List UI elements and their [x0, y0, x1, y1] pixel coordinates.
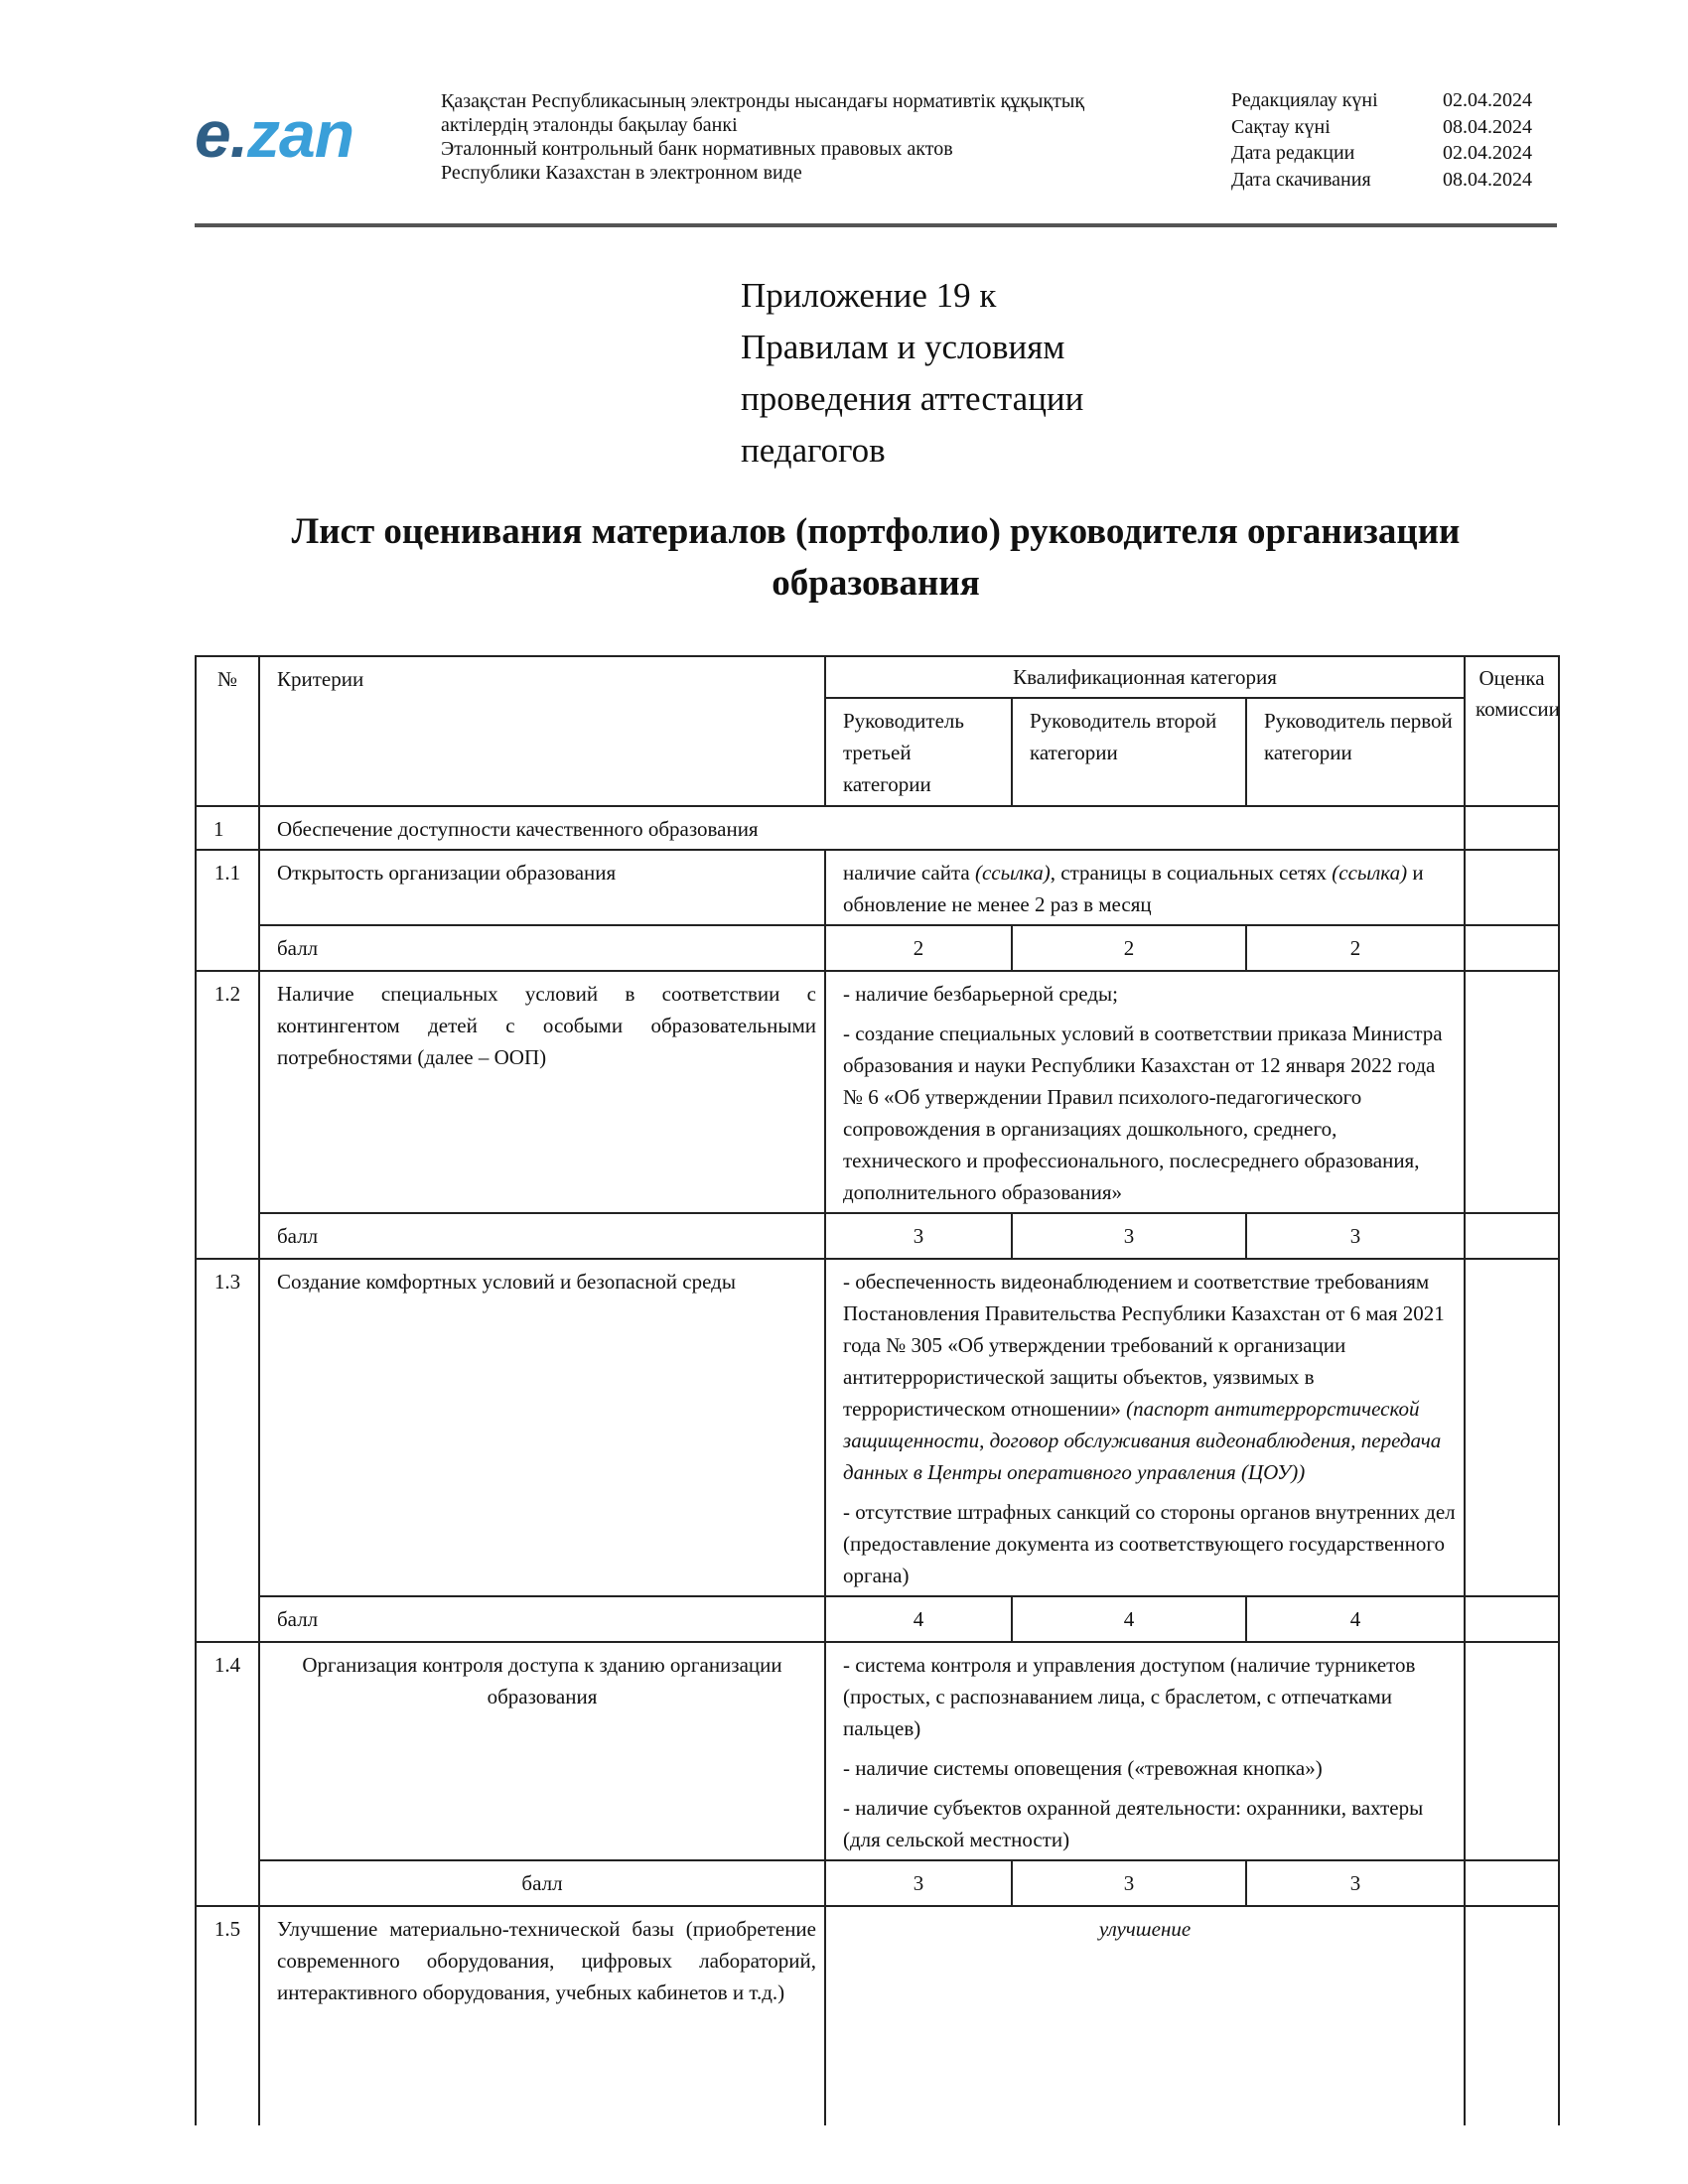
- requirement-text: , страницы в социальных сетях: [1050, 861, 1333, 885]
- criterion-text: Улучшение материально-технической базы (приобретение современного оборудования, цифровых лабораторий, интерактивного оборудования, учебных кабинетов и т.д.): [259, 1906, 825, 2125]
- title-line: Лист оценивания материалов (портфолио) руководителя организации: [291, 511, 1461, 552]
- meta-row: [1231, 87, 1542, 114]
- requirement-item: - создание специальных условий в соответствии приказа Министра образования и науки Республики Казахстан от 12 января 2022 года № 6 «Об утверждении Правил психолого-педагогического сопровождения в организациях дошкольного, среднего, технического и профессионального, послесреднего образования, дополнительного образования»: [843, 1022, 1443, 1204]
- criterion-text: Создание комфортных условий и безопасной среды: [259, 1259, 825, 1596]
- score-row: [196, 1860, 1559, 1906]
- criterion-text: Наличие специальных условий в соответствии с контингентом детей с особыми образовательными потребностями (далее – ООП): [259, 971, 825, 1213]
- commission-cell: [1465, 1906, 1559, 2125]
- criterion-row: [196, 1906, 1559, 2125]
- score-third: 3: [825, 1860, 1012, 1906]
- requirement-text: - обеспеченность видеонаблюдением и соответствие требованиям Постановления Правительства Республики Казахстан от 6 мая 2021 года № 305 «Об утверждении требований к организации антитеррористической защиты объектов, уязвимых в террористическом отношении»: [843, 1270, 1445, 1421]
- criterion-requirement: [825, 850, 1465, 925]
- criterion-num: 1.5: [196, 1906, 259, 2125]
- appendix-line: проведения аттестации: [741, 379, 1084, 418]
- requirement-item: - наличие системы оповещения («тревожная кнопка»): [843, 1756, 1323, 1780]
- criterion-row: [196, 1642, 1559, 1860]
- meta-label: Дата редакции: [1231, 142, 1355, 164]
- commission-cell: [1465, 1259, 1559, 1596]
- header-row: [196, 656, 1559, 698]
- criterion-row: [196, 1259, 1559, 1596]
- meta-row: [1231, 167, 1542, 194]
- score-first: 4: [1246, 1596, 1465, 1642]
- header-num: №: [196, 656, 259, 806]
- commission-cell: [1465, 971, 1559, 1213]
- header-divider: [195, 223, 1557, 227]
- header-third-category: Руководитель третьей категории: [825, 698, 1012, 806]
- criterion-num: 1.3: [196, 1259, 259, 1642]
- source-line: актілердің эталонды бақылау банкі: [441, 114, 738, 136]
- criterion-requirement: улучшение: [825, 1906, 1465, 2125]
- requirement-item: - система контроля и управления доступом (наличие турникетов (простых, с распознаванием лица, с браслетом, с отпечатками пальцев): [843, 1653, 1416, 1740]
- score-label: балл: [259, 1596, 825, 1642]
- document-dates: [1231, 87, 1542, 193]
- requirement-link-note: (ссылка): [974, 861, 1051, 885]
- meta-value: 02.04.2024: [1443, 89, 1532, 111]
- criterion-requirement: [825, 1642, 1465, 1860]
- requirement-link-note: (ссылка): [1332, 861, 1408, 885]
- header-first-category: Руководитель первой категории: [1246, 698, 1465, 806]
- source-description: [441, 89, 1084, 185]
- header-category: Квалификационная категория: [825, 656, 1465, 698]
- score-second: 3: [1012, 1860, 1246, 1906]
- requirement-item: - наличие безбарьерной среды;: [843, 982, 1118, 1006]
- score-first: 3: [1246, 1213, 1465, 1259]
- source-line: Эталонный контрольный банк нормативных правовых актов: [441, 138, 953, 160]
- section-num: 1: [196, 806, 259, 850]
- commission-cell: [1465, 850, 1559, 925]
- criterion-text: Открытость организации образования: [259, 850, 825, 925]
- appendix-line: Правилам и условиям: [741, 328, 1065, 366]
- commission-cell: [1465, 1860, 1559, 1906]
- source-line: Қазақстан Республикасының электронды нысандағы нормативтік құқықтық: [441, 90, 1085, 112]
- score-third: 4: [825, 1596, 1012, 1642]
- commission-cell: [1465, 925, 1559, 971]
- score-third: 3: [825, 1213, 1012, 1259]
- score-label: балл: [259, 1213, 825, 1259]
- meta-label: Редакциялау күні: [1231, 89, 1378, 111]
- requirement-item: - наличие субъектов охранной деятельности: охранники, вахтеры (для сельской местности): [843, 1796, 1424, 1851]
- commission-cell: [1465, 806, 1559, 850]
- evaluation-table: [195, 655, 1560, 2125]
- section-row: [196, 806, 1559, 850]
- section-title: Обеспечение доступности качественного образования: [259, 806, 1465, 850]
- logo-part-2: zan: [247, 97, 354, 171]
- appendix-line: педагогов: [741, 431, 886, 470]
- criterion-row: [196, 850, 1559, 925]
- meta-row: [1231, 114, 1542, 141]
- criterion-requirement: [825, 971, 1465, 1213]
- score-label: балл: [259, 925, 825, 971]
- commission-cell: [1465, 1642, 1559, 1860]
- score-label: балл: [259, 1860, 825, 1906]
- header-criteria: Критерии: [259, 656, 825, 806]
- requirement-text: и обновление не менее 2 раз в месяц: [843, 861, 1424, 916]
- header-commission: Оценка комиссии: [1465, 656, 1559, 806]
- score-first: 2: [1246, 925, 1465, 971]
- ezan-logo: [195, 97, 354, 171]
- score-row: [196, 925, 1559, 971]
- meta-label: Сақтау күні: [1231, 115, 1331, 138]
- appendix-line: Приложение 19 к: [741, 276, 997, 315]
- criterion-text: Организация контроля доступа к зданию организации образования: [259, 1642, 825, 1860]
- criterion-num: 1.4: [196, 1642, 259, 1906]
- criterion-requirement: [825, 1259, 1465, 1596]
- requirement-item: - отсутствие штрафных санкций со стороны органов внутренних дел (предоставление документа из соответствующего государственного органа): [843, 1500, 1456, 1587]
- criterion-row: [196, 971, 1559, 1213]
- score-row: [196, 1213, 1559, 1259]
- requirement-evidence-note: (паспорт антитеррорстической защищенности, договор обслуживания видеонаблюдения, передача данных в Центры оперативного управления (ЦОУ)): [843, 1397, 1442, 1484]
- logo-part-1: e.: [195, 97, 248, 171]
- document-title: [195, 506, 1557, 610]
- score-second: 3: [1012, 1213, 1246, 1259]
- meta-label: Дата скачивания: [1231, 168, 1371, 191]
- appendix-reference: [741, 270, 1083, 477]
- title-line: образования: [772, 563, 980, 604]
- score-first: 3: [1246, 1860, 1465, 1906]
- commission-cell: [1465, 1596, 1559, 1642]
- criterion-num: 1.2: [196, 971, 259, 1259]
- source-line: Республики Казахстан в электронном виде: [441, 162, 802, 184]
- meta-value: 08.04.2024: [1443, 115, 1532, 138]
- score-row: [196, 1596, 1559, 1642]
- requirement-item: [843, 1266, 1456, 1488]
- score-second: 2: [1012, 925, 1246, 971]
- header-second-category: Руководитель второй категории: [1012, 698, 1246, 806]
- score-second: 4: [1012, 1596, 1246, 1642]
- score-third: 2: [825, 925, 1012, 971]
- criterion-num: 1.1: [196, 850, 259, 971]
- requirement-text: наличие сайта: [843, 861, 975, 885]
- commission-cell: [1465, 1213, 1559, 1259]
- meta-value: 02.04.2024: [1443, 142, 1532, 164]
- meta-row: [1231, 140, 1542, 167]
- meta-value: 08.04.2024: [1443, 168, 1532, 191]
